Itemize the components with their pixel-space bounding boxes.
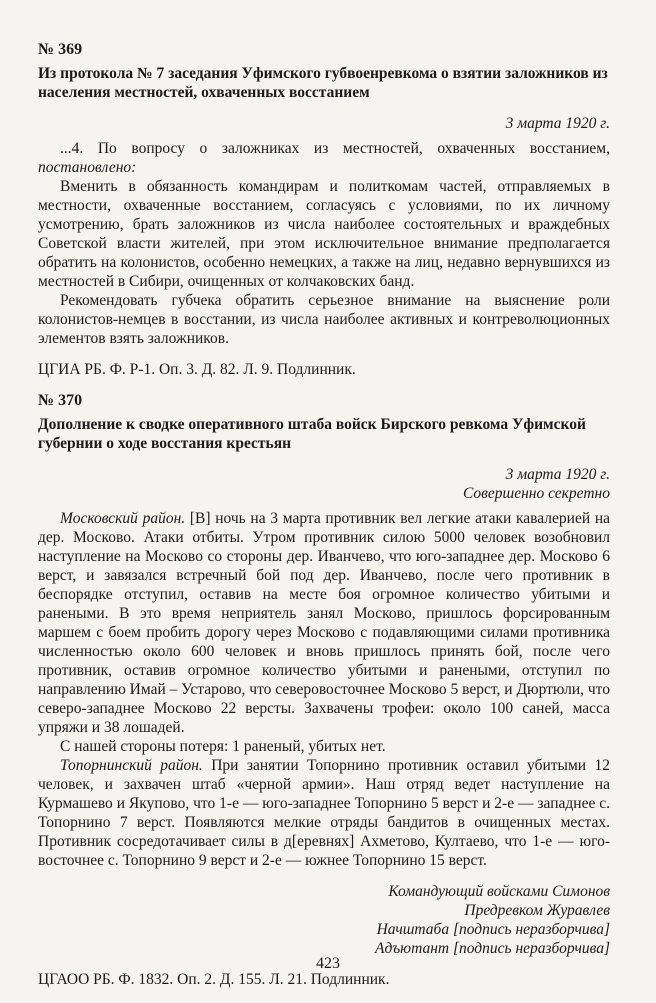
report-losses: С нашей стороны потеря: 1 раненый, убитых нет.	[60, 738, 386, 755]
resolution-intro	[38, 139, 610, 177]
district-text-moscow: [В] ночь на 3 марта противник вел легкие атаки кавалерией на дер. Московo. Атаки отбиты. Утром противник силою 5000 человек возобновил наступление на Московo со стороны дер. Иванчево, что юго-западнее дер. Московo 6 верст, и завязался встречный бой под дер. Иванчево, после чего противник в беспорядке отступил, оставив на месте боя огромное количество убитыми и ранеными. В это время неприятель занял Московo, пришлось форсированным маршем с боем пробить дорогу через Московo с подавляющими силами противника численностью около 600 человек и вновь пришлось принять бой, после чего противник, оставив огромное количество убитыми и ранеными, отступил по направлению Имай – Устарово, что северовосточнее Московo 5 верст, и Дюртюли, что северо-западнее Московo 22 версты. Захвачены трофеи: около 100 саней, масса упряжи и 38 лошадей.	[38, 510, 611, 736]
signature-chief-of-staff: Начштаба [подпись неразборчива]	[376, 921, 610, 938]
archive-source-369: ЦГИА РБ. Ф. Р-1. Оп. 3. Д. 82. Л. 9. Подлинник.	[38, 361, 356, 378]
secrecy-label: Совершенно секретно	[462, 485, 610, 502]
document-number-369: № 369	[38, 41, 83, 58]
resolution-paragraph-1: Вменить в обязанность командирам и политкомам частей, отправляемых в местности, охваченные восстанием, согласуясь с условиями, по их личному усмотрению, брать заложников из числа наиболее состоятельных и враждебных Советской власти жителей, при этом исключительное внимание предполагается обратить на колонистов, особенно немецких, а также на лиц, недавно вернувшихся из местностей в Сибири, очищенных от колчаковских банд.	[38, 178, 610, 290]
signature-adjutant: Адъютант [подпись неразборчива]	[375, 940, 610, 957]
signature-revcom-chair: Предревком Журавлев	[464, 902, 610, 919]
district-label-moscow: Московский район.	[60, 510, 186, 527]
report-moscow-district	[38, 509, 610, 737]
document-title-370: Дополнение к сводке оперативного штаба войск Бирского ревкома Уфимской губернии о ходе восстания крестьян	[38, 416, 586, 452]
district-label-topornino: Топорнинский район.	[60, 757, 203, 774]
resolution-intro-decided: постановлено:	[38, 159, 137, 176]
district-text-topornino: При занятии Топорнино противник оставил убитыми 12 человек, и захвачен штаб «черной армии». Наш отряд ведет наступление на Курмашево и Якупово, что 1-е — юго-западнее Топорнино 5 верст и 2-е — западнее с. Топорнино 7 верст. Появляются мелкие отряды бандитов в очищенных местах. Противник сосредотачивает силы в д[еревнях] Ахметово, Култаево, что 1-е — юго-восточнее с. Топорнино 9 верст и 2-е — южнее Топорнино 15 верст.	[38, 757, 610, 869]
resolution-paragraph-2: Рекомендовать губчека обратить серьезное внимание на выяснение роли колонистов-немцев в восстании, из числа наиболее активных и контреволюционных элементов взять заложников.	[38, 292, 610, 347]
report-topornino-district	[38, 756, 610, 870]
archive-source-370: ЦГАОО РБ. Ф. 1832. Оп. 2. Д. 155. Л. 21. Подлинник.	[38, 971, 390, 988]
page-number: 423	[316, 955, 340, 972]
document-date-370: 3 марта 1920 г.	[505, 466, 610, 483]
document-title-369: Из протокола № 7 заседания Уфимского губвоенревкома о взятии заложников из населения местностей, охваченных восстанием	[38, 65, 608, 101]
document-date-369: 3 марта 1920 г.	[505, 115, 610, 132]
resolution-intro-text: ...4. По вопросу о заложниках из местностей, охваченных восстанием,	[60, 140, 610, 157]
signature-commander: Командующий войсками Симонов	[388, 883, 610, 900]
document-number-370: № 370	[38, 392, 83, 409]
